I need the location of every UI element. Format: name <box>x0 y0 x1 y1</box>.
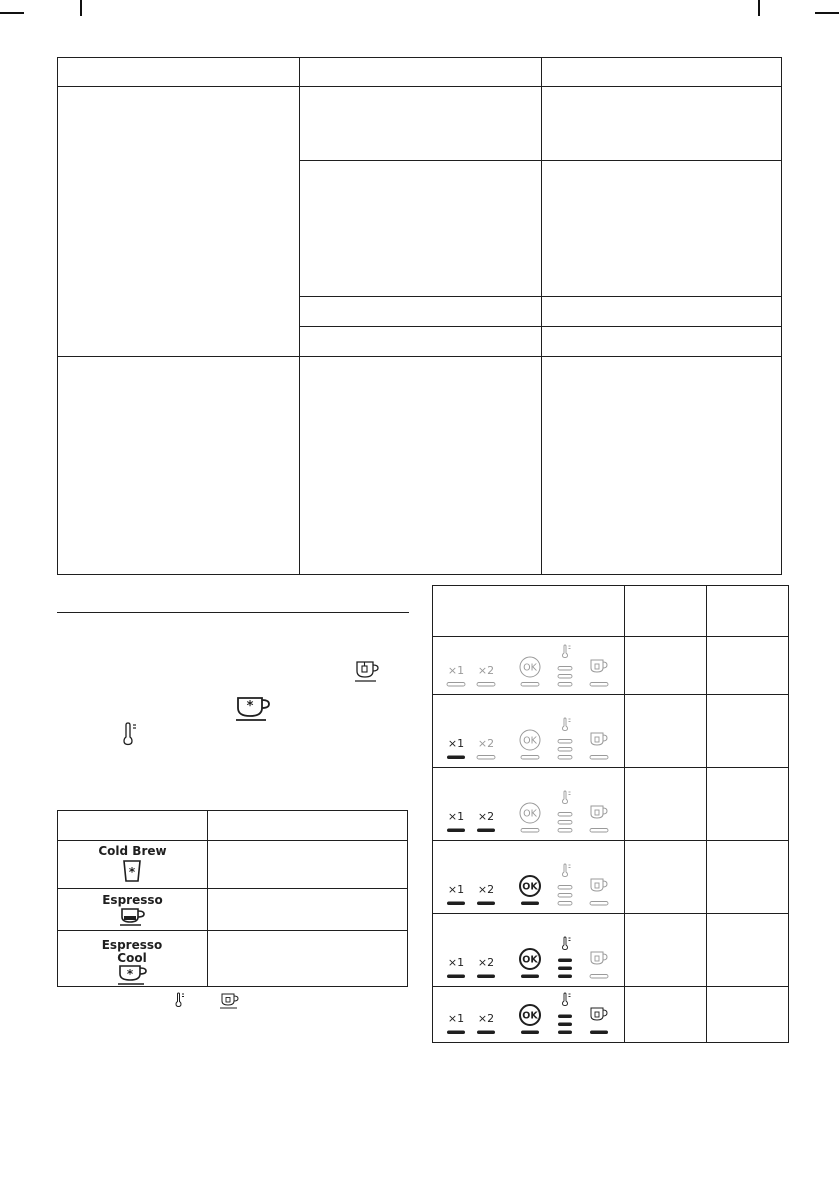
x1-indicator <box>447 975 465 979</box>
svg-text:*: * <box>128 865 136 879</box>
x2-label: ×2 <box>477 956 495 969</box>
thermometer-icon <box>563 937 571 950</box>
x2-indicator <box>477 829 495 833</box>
temperature-level-2 <box>558 967 572 971</box>
x2-indicator <box>477 756 495 760</box>
tea-cup-icon <box>591 660 607 672</box>
temperature-level-3 <box>558 975 572 979</box>
thermometer-icon <box>563 864 571 877</box>
tea-cup-icon <box>591 1008 607 1020</box>
x1-label: ×1 <box>447 737 465 750</box>
crop-mark-top-left <box>0 12 24 14</box>
x2-indicator <box>477 902 495 906</box>
tea-cup-icon <box>591 952 607 964</box>
temperature-level-1 <box>558 740 572 744</box>
ok-indicator <box>521 683 539 687</box>
temperature-level-2 <box>558 748 572 752</box>
x1-indicator <box>447 683 465 687</box>
tea-cup-icon <box>591 879 607 891</box>
drink-cold-brew-label: Cold Brew <box>98 844 167 858</box>
x1-label: ×1 <box>447 810 465 823</box>
x2-label: ×2 <box>477 1012 495 1025</box>
thermometer-small-icon <box>174 992 186 1008</box>
x1-label: ×1 <box>447 664 465 677</box>
temperature-level-2 <box>558 675 572 679</box>
crop-mark-top-left-v <box>80 0 82 16</box>
drink-espresso-cool-label: Espresso Cool <box>101 938 163 965</box>
crop-mark-top-right-v <box>758 0 760 16</box>
ok-indicator <box>521 902 539 906</box>
x1-label: ×1 <box>447 956 465 969</box>
temperature-level-3 <box>558 829 572 833</box>
espresso-cool-cup-icon <box>117 964 151 986</box>
temperature-level-1 <box>558 886 572 890</box>
crop-mark-top-right <box>815 12 839 14</box>
temperature-level-2 <box>558 821 572 825</box>
x2-label: ×2 <box>477 664 495 677</box>
tea-indicator <box>590 756 608 760</box>
temperature-level-2 <box>558 894 572 898</box>
indicator-row-3 <box>434 767 624 840</box>
x1-label: ×1 <box>447 1012 465 1025</box>
indicator-row-4 <box>434 840 624 913</box>
tea-cup-icon <box>354 657 380 683</box>
ok-label: OK <box>523 735 537 747</box>
ok-indicator <box>521 756 539 760</box>
ok-indicator <box>521 975 539 979</box>
temperature-level-1 <box>558 1015 572 1019</box>
x1-label: ×1 <box>447 883 465 896</box>
tea-indicator <box>590 829 608 833</box>
x1-indicator <box>447 902 465 906</box>
temperature-level-2 <box>558 1023 572 1027</box>
ok-label: OK <box>523 662 537 674</box>
x1-indicator <box>447 1031 465 1035</box>
temperature-level-1 <box>558 813 572 817</box>
thermometer-icon <box>563 993 571 1006</box>
indicator-row-6 <box>434 986 624 1042</box>
svg-text:*: * <box>246 699 254 714</box>
ok-indicator <box>521 829 539 833</box>
tea-indicator <box>590 1031 608 1035</box>
x2-indicator <box>477 975 495 979</box>
indicator-row-1 <box>434 636 624 694</box>
temperature-level-3 <box>558 902 572 906</box>
temperature-level-1 <box>558 667 572 671</box>
thermometer-icon <box>563 718 571 731</box>
tea-cup-icon <box>591 806 607 818</box>
x2-label: ×2 <box>477 883 495 896</box>
x1-indicator <box>447 756 465 760</box>
temperature-level-1 <box>558 959 572 963</box>
section-divider <box>57 612 409 613</box>
x2-indicator <box>477 1031 495 1035</box>
indicator-row-2 <box>434 694 624 767</box>
thermometer-icon <box>121 722 139 748</box>
x2-label: ×2 <box>477 810 495 823</box>
ok-label: OK <box>522 954 538 966</box>
tea-indicator <box>590 975 608 979</box>
x2-label: ×2 <box>477 737 495 750</box>
thermometer-icon <box>563 645 571 658</box>
tea-indicator <box>590 902 608 906</box>
ok-label: OK <box>522 1010 538 1022</box>
temperature-level-3 <box>558 756 572 760</box>
espresso-cup-icon <box>119 907 149 927</box>
x2-indicator <box>477 683 495 687</box>
ok-label: OK <box>523 808 537 820</box>
x1-indicator <box>447 829 465 833</box>
temperature-level-3 <box>558 683 572 687</box>
cold-cup-icon <box>234 694 274 722</box>
temperature-level-3 <box>558 1031 572 1035</box>
ok-label: OK <box>522 881 538 893</box>
thermometer-icon <box>563 791 571 804</box>
svg-text:*: * <box>126 967 134 981</box>
tea-cup-small-icon <box>219 991 241 1011</box>
indicator-row-5 <box>434 913 624 986</box>
drink-espresso-label: Espresso <box>102 893 163 907</box>
cold-brew-cup-icon <box>122 859 142 883</box>
tea-cup-icon <box>591 733 607 745</box>
ok-indicator <box>521 1031 539 1035</box>
tea-indicator <box>590 683 608 687</box>
